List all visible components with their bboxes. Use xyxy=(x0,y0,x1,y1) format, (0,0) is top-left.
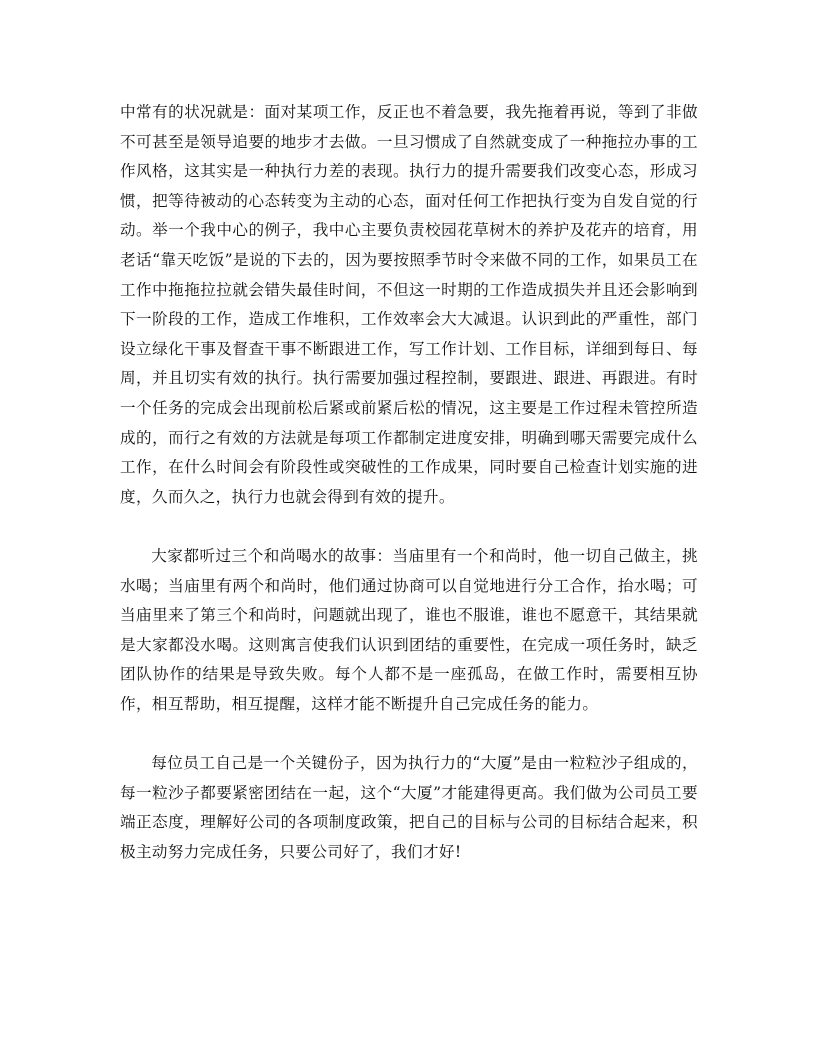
document-body xyxy=(120,98,698,867)
paragraph-employee-role: 每位员工自己是一个关键份子，因为执行力的“大厦”是由一粒粒沙子组成的，每一粒沙子都要紧密团结在一起，这个“大厦”才能建得更高。我们做为公司员工要端正态度，理解好公司的各项制度政策，把自己的目标与公司的目标结合起来，积极主动努力完成任务，只要公司好了，我们才好! xyxy=(120,754,698,861)
paragraph-execution-habit: 中常有的状况就是：面对某项工作，反正也不着急要，我先拖着再说，等到了非做不可甚至是领导追要的地步才去做。一旦习惯成了自然就变成了一种拖拉办事的工作风格，这其实是一种执行力差的表现。执行力的提升需要我们改变心态，形成习惯，把等待被动的心态转变为主动的心态，面对任何工作把执行变为自发自觉的行动。举一个我中心的例子，我中心主要负责校园花草树木的养护及花卉的培育，用老话“靠天吃饭”是说的下去的，因为要按照季节时令来做不同的工作，如果员工在工作中拖拖拉拉就会错失最佳时间，不但这一时期的工作造成损失并且还会影响到下一阶段的工作，造成工作堆积，工作效率会大大减退。认识到此的严重性，部门设立绿化干事及督查干事不断跟进工作，写工作计划、工作目标，详细到每日、每周，并且切实有效的执行。执行需要加强过程控制，要跟进、跟进、再跟进。有时一个任务的完成会出现前松后紧或前紧后松的情况，这主要是工作过程未管控所造成的，而行之有效的方法就是每项工作都制定进度安排，明确到哪天需要完成什么工作，在什么时间会有阶段性或突破性的工作成果，同时要自己检查计划实施的进度，久而久之，执行力也就会得到有效的提升。 xyxy=(120,103,698,506)
paragraph-three-monks-story: 大家都听过三个和尚喝水的故事：当庙里有一个和尚时，他一切自己做主，挑水喝；当庙里有两个和尚时，他们通过协商可以自觉地进行分工合作，抬水喝；可当庙里来了第三个和尚时，问题就出现了，谁也不服谁，谁也不愿意干，其结果就是大家都没水喝。这则寓言使我们认识到团结的重要性，在完成一项任务时，缺乏团队协作的结果是导致失败。每个人都不是一座孤岛，在做工作时，需要相互协作，相互帮助，相互提醒，这样才能不断提升自己完成任务的能力。 xyxy=(120,546,698,713)
